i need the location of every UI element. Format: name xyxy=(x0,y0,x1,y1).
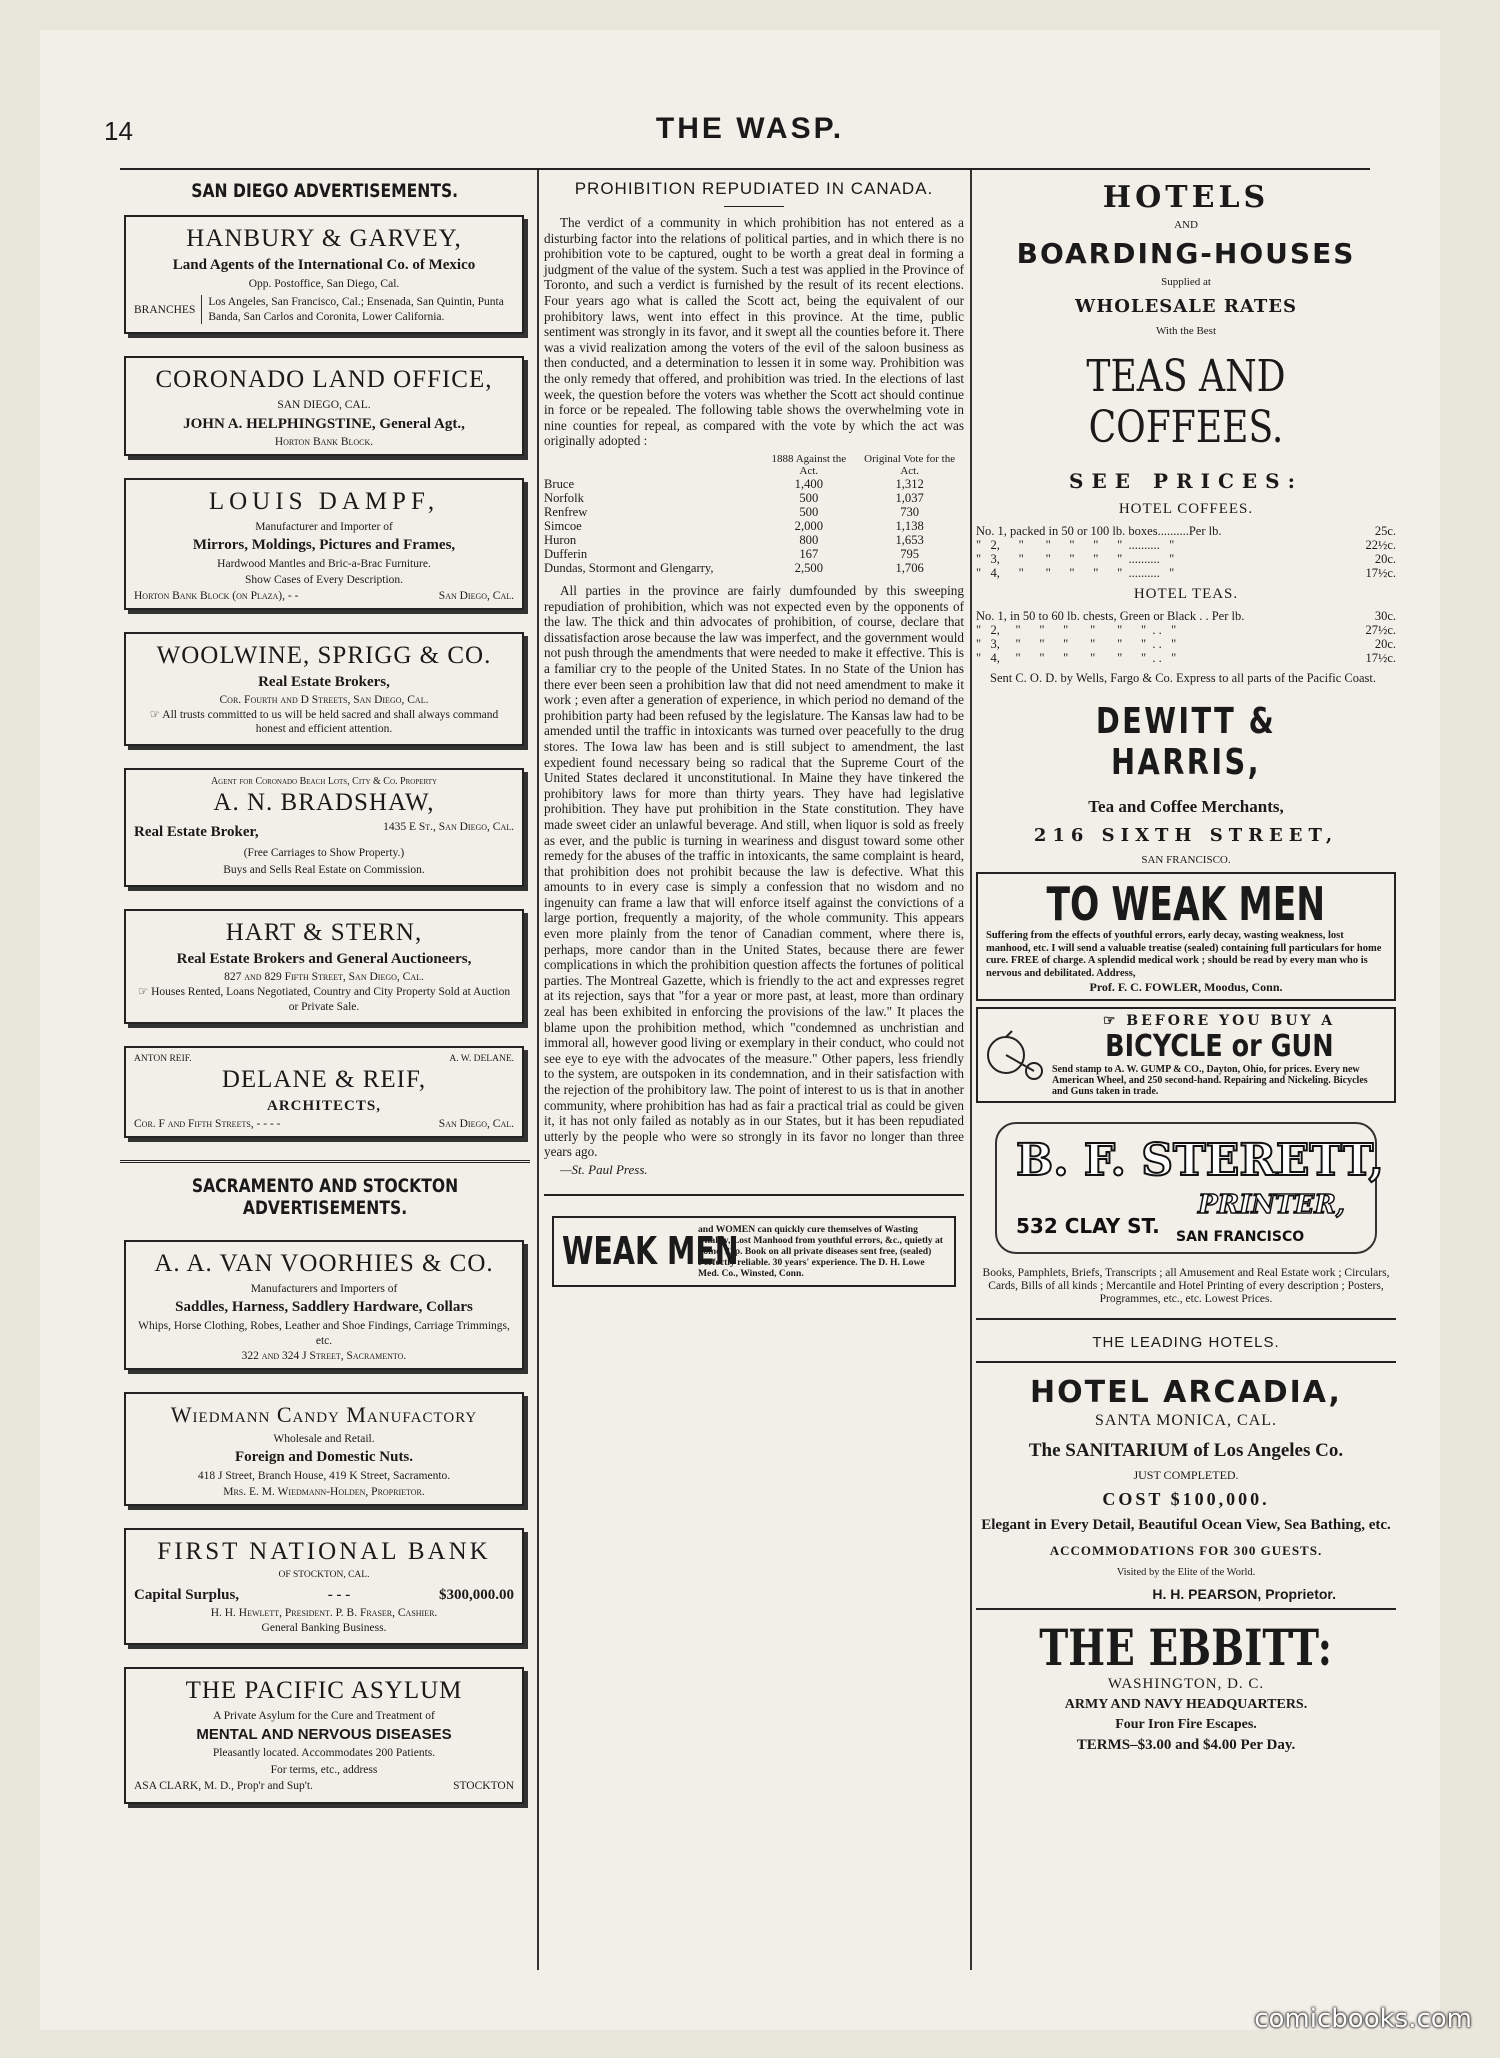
sixth-street-address: 216 SIXTH STREET, xyxy=(1033,825,1339,846)
ad-line: 1435 E St., San Diego, Cal. xyxy=(383,821,514,834)
terms-text: TERMS–$3.00 and $4.00 Per Day. xyxy=(1076,1737,1296,1753)
ad-line: ASA CLARK, M. D., Prop'r and Sup't. xyxy=(134,1780,313,1793)
fire-escapes-text: Four Iron Fire Escapes. xyxy=(1115,1717,1257,1732)
title-rule xyxy=(724,206,784,207)
watermark: comicbooks.com xyxy=(1254,2004,1472,2034)
price-value: 20c. xyxy=(1374,552,1396,566)
price-label: " 4, " " " " " " . . " xyxy=(976,651,1177,665)
sterett-printer-logo xyxy=(976,1113,1396,1263)
ad-line: Land Agents of the International Co. of Mexico xyxy=(172,257,476,273)
ad-line: ☞ All trusts committed to us will be held sacred and shall always command honest and efficient attention. xyxy=(149,708,499,735)
just-completed-text: JUST COMPLETED. xyxy=(1133,1468,1239,1482)
weak-men-text: and WOMEN can quickly cure themselves of Wasting Vitality, Lost Manhood from youthful errors, &c., quietly at home. 32p. Book on all private diseases sent free, (sealed) Perfectly reliable. 30 years' experience. The D. H. Lowe Med. Co., Winsted, Conn. xyxy=(698,1223,943,1279)
section-rule xyxy=(120,1160,530,1163)
county-cell: Simcoe xyxy=(544,519,582,533)
county-cell: Norfolk xyxy=(544,491,584,505)
ad-line: A Private Asylum for the Cure and Treatment of xyxy=(213,1710,435,1722)
table-row xyxy=(544,519,964,533)
ad-line: Real Estate Brokers, xyxy=(258,673,390,690)
left-column xyxy=(120,172,530,1826)
ad-line: Capital Surplus, xyxy=(134,1586,240,1603)
ad-name: A. A. VAN VOORHIES & CO. xyxy=(154,1249,494,1277)
original-cell: 1,653 xyxy=(895,533,924,547)
supplied-text: Supplied at xyxy=(1161,276,1211,288)
price-value: 17½c. xyxy=(1365,566,1396,580)
ad-wiedmann xyxy=(124,1392,524,1506)
price-line xyxy=(976,623,1396,637)
ad-line: - - - xyxy=(327,1586,351,1603)
price-value: 27½c. xyxy=(1365,623,1396,637)
sterett-text: Books, Pamphlets, Briefs, Transcripts ; all Amusement and Real Estate work ; Circulars, Cards, Bills of all kinds ; Mercantile and Hotel Printing of every description ; Posters, Programmes, etc., etc. Lowest Prices. xyxy=(982,1267,1390,1305)
hotel-arcadia-heading: HOTEL ARCADIA, xyxy=(1030,1375,1342,1410)
table-header: 1888 Against the Act. xyxy=(771,453,847,477)
article-paragraph: The verdict of a community in which prohibition has not entered as a disturbing factor into the relations of political parties, and in which there is no prohibition vote to be captured, ought to be worth a great deal in forming a judgment of the value of the system. Such a test was applied in the Province of Toronto, and such a verdict is furnished by the result of its recent elections. Four years ago what is called the Scott act, being the equivalent of our prohibitory laws, went into effect in this province. At the time, public sentiment was strongly in its favor, and it swept all the counties before it. There was a vivid realization among the voters of the evil of the saloon business as then conducted, and a determination to lessen it in some way. Prohibition was the only remedy that offered, and prohibition was tried. In the elections of last week, the question before the voters was whether the Scott act should continue in force or be repealed. The following table shows the overwhelming vote in nine counties for repeal, as compared with the vote by which the act was originally adopted : xyxy=(544,215,964,449)
ad-line: STOCKTON xyxy=(453,1780,514,1793)
section-rule xyxy=(976,1318,1396,1320)
article-source: —St. Paul Press. xyxy=(560,1161,648,1177)
boarding-houses-heading: BOARDING-HOUSES xyxy=(1016,237,1356,270)
county-cell: Bruce xyxy=(544,477,575,491)
price-line xyxy=(976,552,1396,566)
ad-line: $300,000.00 xyxy=(438,1586,514,1603)
ad-weak-men-small xyxy=(552,1216,956,1287)
hotel-teas-heading: HOTEL TEAS. xyxy=(1133,586,1239,602)
ad-woolwine xyxy=(124,632,524,747)
ad-line: Real Estate Brokers and General Auctioneers, xyxy=(176,951,472,968)
article-end-rule xyxy=(544,1194,964,1196)
ad-louis-dampf xyxy=(124,478,524,610)
san-francisco-text: SAN FRANCISCO. xyxy=(1141,854,1231,866)
against-cell: 2,000 xyxy=(794,519,823,533)
ad-line: Opp. Postoffice, San Diego, Cal. xyxy=(248,278,400,290)
to-weak-men-address: Prof. F. C. FOWLER, Moodus, Conn. xyxy=(1089,980,1283,994)
ad-line: Manufacturer and Importer of xyxy=(255,520,393,533)
ad-name: FIRST NATIONAL BANK xyxy=(157,1537,491,1565)
ebbitt-heading: THE EBBITT: xyxy=(1039,1618,1333,1677)
ad-line: Horton Bank Block. xyxy=(274,435,374,448)
price-line xyxy=(976,609,1396,623)
price-label: " 2, " " " " " " . . " xyxy=(976,623,1177,637)
ad-line: Saddles, Harness, Saddlery Hardware, Collars xyxy=(175,1299,473,1316)
to-weak-men-headline: TO WEAK MEN xyxy=(1046,877,1326,931)
price-label: " 3, " " " " " .......... " xyxy=(976,552,1175,566)
ad-line: Show Cases of Every Description. xyxy=(244,574,404,587)
article-paragraph: All parties in the province are fairly dumfounded by this sweeping repudiation of prohibition, which was not expected even by the opponents of the law. The thick and thin advocates of prohibition, of course, declare that dissatisfaction arose because the law was imperfect, and the government would not push through the amendments that were needed to make it effective. This is a familiar cry to the people of the United States. In no State of the Union has there ever been seen a prohibition law that did not need amendment to make it work ; even after a generation of experience, in which period no demand of the prohibition party had been refused by the legislature. The Kansas law had to be amended until the traffic in intoxicants was turned over peacefully to the drug stores. The Iowa law has been and is still subject to amendment, the last expedient found necessary being so radical that the Supreme Court of the United States declared it unconstitutional. In Maine they have tinkered the prohibitory laws for more than thirty years. They have had legislative prohibition. They have put prohibition in the State constitution. They have made sweet cider an unlawful beverage. And still, when liquor is sold as freely as ever, and the public is turning in weariness and disgust toward some other remedy for the abuses of the traffic in intoxicants, the same complaint is heard, that prohibition does not prohibit because the law is defective. What this amounts to in every case is simply a confession that no wisdom and no ingenuity can frame a law that will enforce itself against the convictions of a large portion, frequently a majority, of the whole community. This appears even more plainly from the tenor of Canadian comment, where there is, perhaps, more candor than in the United States, because there are fewer complications in which the prohibition question affects the fortunes of political parties. The Montreal Gazette, which is friendly to the act and expresses regret at its rejection, says that "for a year or more past, at least, more than ordinary zeal has been exhibited in enforcing the provisions of the law." It places the blame upon the prohibition method, which "condemned as unchristian and immoral all, however good living or exemplary in their conduct, who could not see eye to eye with the advocates of the measure." Other papers, less friendly to the system, are outspoken in its condemnation, and in their satisfaction with the rejection of the prohibitory law. The point of interest to us is that in another community, where prohibition has had as fair a practical trial as could be given it, it has not only failed as notably as in our States, but it has been repudiated utterly by the people who were so strongly in its favor no longer than three years ago. xyxy=(544,583,964,1160)
ad-line: San Diego, Cal. xyxy=(438,589,514,602)
teas-coffees-heading: TEAS AND COFFEES. xyxy=(1086,351,1286,453)
against-cell: 800 xyxy=(799,533,819,547)
ad-bicycle-gun xyxy=(976,1007,1396,1103)
price-value: 30c. xyxy=(1374,609,1396,623)
county-cell: Huron xyxy=(544,533,577,547)
original-cell: 730 xyxy=(900,505,920,519)
ad-line: Manufacturers and Importers of xyxy=(250,1282,398,1295)
ad-to-weak-men xyxy=(976,872,1396,1001)
santa-monica-text: SANTA MONICA, CAL. xyxy=(1094,1412,1278,1429)
ad-name: CORONADO LAND OFFICE, xyxy=(155,366,493,394)
ad-line: Buys and Sells Real Estate on Commission. xyxy=(223,863,425,876)
ad-line: SAN DIEGO, CAL. xyxy=(277,399,371,412)
ad-first-national-bank xyxy=(124,1528,524,1645)
sacramento-heading: SACRAMENTO AND STOCKTON ADVERTISEMENTS. xyxy=(191,1174,459,1219)
hotel-coffees-heading: HOTEL COFFEES. xyxy=(1118,501,1254,517)
dewitt-harris-heading: DEWITT & HARRIS, xyxy=(1095,701,1277,783)
original-cell: 795 xyxy=(900,547,920,561)
sterett-name: B. F. STERETT, xyxy=(1016,1135,1384,1186)
page-title: THE WASP. xyxy=(655,112,845,145)
ad-line: Horton Bank Block (on Plaza), - - xyxy=(134,589,299,602)
accommodations-text: ACCOMMODATIONS FOR 300 GUESTS. xyxy=(1049,1543,1323,1558)
ad-line: Real Estate Broker, xyxy=(134,824,259,841)
ad-name: LOUIS DAMPF, xyxy=(208,487,440,515)
ad-hanbury-garvey xyxy=(124,215,524,334)
ad-line: JOHN A. HELPHINGSTINE, General Agt., xyxy=(183,415,465,432)
pearson-text: H. H. PEARSON, Proprietor. xyxy=(1152,1586,1336,1602)
ad-line: ARCHITECTS, xyxy=(267,1097,381,1114)
ad-name: THE PACIFIC ASYLUM xyxy=(185,1677,463,1704)
vote-table xyxy=(544,453,964,575)
ad-line: San Diego, Cal. xyxy=(438,1117,514,1130)
ad-line: 827 and 829 Fifth Street, San Diego, Cal. xyxy=(224,971,424,984)
ad-name: HART & STERN, xyxy=(225,919,423,947)
visited-text: Visited by the Elite of the World. xyxy=(1116,1567,1256,1578)
ad-line: Wholesale and Retail. xyxy=(273,1433,375,1445)
army-navy-text: ARMY AND NAVY HEADQUARTERS. xyxy=(1064,1697,1308,1712)
ad-line: Cor. Fourth and D Streets, San Diego, Cal. xyxy=(219,693,429,706)
cost-text: COST $100,000. xyxy=(1102,1489,1270,1509)
ad-line: General Banking Business. xyxy=(261,1621,387,1634)
county-cell: Dufferin xyxy=(544,547,588,561)
price-line xyxy=(976,524,1396,538)
price-label: " 3, " " " " " " . . " xyxy=(976,637,1177,651)
weak-men-headline: WEAK MEN xyxy=(562,1229,739,1274)
ad-line: 418 J Street, Branch House, 419 K Street, Sacramento. xyxy=(197,1470,451,1483)
ad-name: A. N. BRADSHAW, xyxy=(213,789,435,817)
ad-coronado xyxy=(124,356,524,455)
price-label: " 2, " " " " " .......... " xyxy=(976,538,1175,552)
ad-name: DELANE & REIF, xyxy=(221,1065,427,1093)
see-prices-heading: SEE PRICES: xyxy=(1069,469,1303,493)
ad-line: H. H. Hewlett, President. P. B. Fraser, Cashier. xyxy=(210,1606,438,1619)
table-row xyxy=(544,561,964,575)
ad-delane-reif xyxy=(124,1046,524,1138)
table-row xyxy=(544,505,964,519)
ad-line: Whips, Horse Clothing, Robes, Leather and Shoe Findings, Carriage Trimmings, etc. xyxy=(138,1320,510,1347)
price-line xyxy=(976,651,1396,665)
county-cell: Dundas, Stormont and Glengarry, xyxy=(544,561,714,575)
cod-text: Sent C. O. D. by Wells, Fargo & Co. Express to all parts of the Pacific Coast. xyxy=(990,671,1376,685)
bicycle-ad-head: ☞ BEFORE YOU BUY A xyxy=(1102,1013,1336,1029)
against-cell: 1,400 xyxy=(794,477,823,491)
sanitarium-text: The SANITARIUM of Los Angeles Co. xyxy=(1028,1440,1344,1461)
ad-line: Pleasantly located. Accommodates 200 Patients. xyxy=(212,1747,436,1760)
county-cell: Renfrew xyxy=(544,505,588,519)
price-value: 17½c. xyxy=(1365,651,1396,665)
ad-line: Mirrors, Moldings, Pictures and Frames, xyxy=(192,536,456,553)
ad-line: Cor. F and Fifth Streets, - - - - xyxy=(134,1117,281,1130)
tea-price-list xyxy=(976,609,1396,665)
page-number: 14 xyxy=(104,116,133,146)
ad-line: OF STOCKTON, CAL. xyxy=(278,1569,370,1580)
bicycle-gun-headline: BICYCLE or GUN xyxy=(1104,1029,1334,1064)
ad-name: HANBURY & GARVEY, xyxy=(186,225,462,252)
price-line xyxy=(976,538,1396,552)
price-line xyxy=(976,637,1396,651)
coffee-price-list xyxy=(976,524,1396,580)
table-row xyxy=(544,533,964,547)
leading-hotels-heading: THE LEADING HOTELS. xyxy=(1092,1334,1280,1351)
and-text: AND xyxy=(1174,219,1198,231)
section-rule xyxy=(976,1361,1396,1363)
with-best-text: With the Best xyxy=(1155,325,1217,337)
right-column xyxy=(976,172,1396,1758)
price-value: 20c. xyxy=(1374,637,1396,651)
ad-line: Mrs. E. M. Wiedmann-Holden, Proprietor. xyxy=(223,1485,425,1498)
ad-hart-stern xyxy=(124,909,524,1024)
ad-line: ANTON REIF. xyxy=(134,1053,192,1064)
against-cell: 500 xyxy=(799,491,819,505)
price-label: " 4, " " " " " .......... " xyxy=(976,566,1175,580)
price-value: 25c. xyxy=(1374,524,1396,538)
sterett-printer-word: PRINTER, xyxy=(1198,1190,1345,1220)
san-diego-heading: SAN DIEGO ADVERTISEMENTS. xyxy=(191,180,459,202)
against-cell: 167 xyxy=(799,547,819,561)
table-header: Original Vote for the Act. xyxy=(864,453,956,477)
against-cell: 2,500 xyxy=(794,561,823,575)
hotels-heading: HOTELS xyxy=(1102,180,1270,215)
price-value: 22½c. xyxy=(1365,538,1396,552)
column-divider-left xyxy=(537,170,539,1970)
branches-label: BRANCHES xyxy=(134,303,196,316)
bicycle-icon xyxy=(986,1025,1046,1085)
washington-text: WASHINGTON, D. C. xyxy=(1107,1676,1265,1692)
bicycle-ad-text: Send stamp to A. W. GUMP & CO., Dayton, Ohio, for prices. Every new American Wheel, and 250 second-hand. Repairing and Nickeling. Bicycles and Guns taken in trade. xyxy=(1052,1064,1368,1097)
sterett-city: SAN FRANCISCO xyxy=(1176,1229,1305,1245)
against-cell: 500 xyxy=(799,505,819,519)
ad-line: 322 and 324 J Street, Sacramento. xyxy=(241,1350,407,1362)
ad-line: Foreign and Domestic Nuts. xyxy=(234,1449,414,1466)
original-cell: 1,312 xyxy=(895,477,924,491)
table-row xyxy=(544,547,964,561)
original-cell: 1,706 xyxy=(895,561,924,575)
ad-name: WOOLWINE, SPRIGG & CO. xyxy=(156,641,492,669)
ad-bradshaw xyxy=(124,768,524,887)
tea-coffee-merchants: Tea and Coffee Merchants, xyxy=(1088,797,1284,816)
top-rule xyxy=(120,168,1370,170)
branches-text: Los Angeles, San Francisco, Cal.; Ensenada, San Quintin, Punta Banda, San Carlos and Coronita, Lower California. xyxy=(201,295,514,324)
price-label: No. 1, in 50 to 60 lb. chests, Green or Black . . Per lb. xyxy=(976,609,1245,623)
ad-line: Hardwood Mantles and Bric-a-Brac Furniture. xyxy=(217,557,431,570)
ad-line: MENTAL AND NERVOUS DISEASES xyxy=(196,1726,452,1744)
elegant-text: Elegant in Every Detail, Beautiful Ocean View, Sea Bathing, etc. xyxy=(981,1517,1391,1533)
article-title: PROHIBITION REPUDIATED IN CANADA. xyxy=(574,179,934,198)
price-line xyxy=(976,566,1396,580)
column-divider-right xyxy=(970,170,972,1970)
ad-line: (Free Carriages to Show Property.) xyxy=(243,847,405,860)
ad-van-voorhies xyxy=(124,1240,524,1370)
to-weak-men-text: Suffering from the effects of youthful errors, early decay, wasting weakness, lost manhood, etc. I will send a valuable treatise (sealed) containing full particulars for home cure. FREE of charge. A splendid medical work ; should be read by every man who is nervous and debilitated. Address, xyxy=(986,930,1382,979)
table-row xyxy=(544,491,964,505)
ad-name: Wiedmann Candy Manufactory xyxy=(170,1402,478,1427)
ad-line: Agent for Coronado Beach Lots, City & Co. Property xyxy=(210,776,438,788)
ad-line: ☞ Houses Rented, Loans Negotiated, Country and City Property Sold at Auction or Private Sale. xyxy=(137,986,511,1013)
middle-column xyxy=(544,172,964,1287)
wholesale-rates-heading: WHOLESALE RATES xyxy=(1075,296,1297,317)
original-cell: 1,037 xyxy=(895,491,924,505)
table-row xyxy=(544,477,964,491)
original-cell: 1,138 xyxy=(895,519,924,533)
ad-pacific-asylum xyxy=(124,1667,524,1804)
price-label: No. 1, packed in 50 or 100 lb. boxes..........Per lb. xyxy=(976,524,1222,538)
ad-line: For terms, etc., address xyxy=(270,1763,378,1776)
sterett-address: 532 CLAY ST. xyxy=(1016,1214,1160,1238)
ad-line: A. W. DELANE. xyxy=(449,1053,514,1064)
